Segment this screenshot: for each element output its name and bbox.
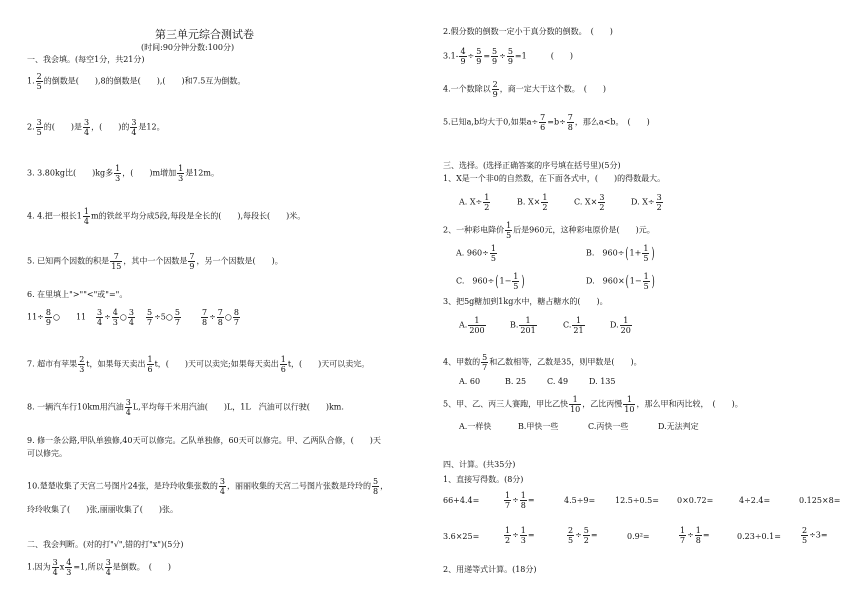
fill-question-9: 9. 修一条公路,甲队单独修,40天可以修完。乙队单独修，60天可以修完。甲、乙两队合修，( )天 — [27, 436, 381, 445]
compare-expression-3: $\frac{5}{7}$ ÷5○ $\frac{5}{7}$ — [147, 308, 180, 327]
choice-5-option-d: D.无法判定 — [658, 422, 699, 431]
compare-expression-4: $\frac{7}{8}$ ÷ $\frac{7}{8}$ ○ $\frac{8}{7}$ — [202, 308, 239, 327]
section-1-heading: 一、我会填。(每空1分，共21分) — [27, 55, 145, 64]
choice-5-option-c: C.丙快一些 — [588, 422, 629, 431]
compare-expression-1: 11÷ $\frac{8}{9}$ ○ 11 — [27, 308, 87, 327]
fill-question-5: 5. 已知两个因数的积是 $\frac{7}{15}$ ，其中一个因数是 $\frac{7}{9}$ ，另一个因数是( )。 — [27, 252, 283, 271]
calc-part-2-heading: 2、用递等式计算。(18分) — [443, 565, 537, 574]
fill-question-10: 10.楚楚收集了天宫二号图片24张，是玲玲收集张数的 $\frac{3}{4}$ ，丽丽收集的天宫二号图片张数是玲玲的 $\frac{5}{8}$ ， — [27, 477, 389, 496]
choice-2-option-c: C. 960÷(1− $\frac{1}{5}$ ) — [456, 272, 525, 291]
choice-question-2: 2、一种彩电降价 $\frac{1}{5}$ 后是960元，这种彩电原价是( )元。 — [443, 221, 655, 240]
choice-5-option-a: A.一样快 — [459, 422, 492, 431]
calc-item: 12.5÷0.5= — [615, 496, 659, 505]
calc-item: 0×0.72= — [677, 496, 714, 505]
judge-question-5: 5.已知a,b均大于0,如果a÷ $\frac{7}{6}$ =b÷ $\frac{7}{8}$ ，那么a<b。 ( ) — [443, 113, 650, 132]
fraction: $\frac{2}{5}$ — [36, 72, 42, 91]
calc-item: 0.125×8= — [799, 496, 841, 505]
fill-question-7: 7. 超市有苹果 $\frac{2}{3}$ t，如果每天卖出 $\frac{1}{6}$ t，( )天可以卖完;如果每天卖出 $\frac{1}{6}$ t，( )天可以卖完。 — [27, 355, 370, 374]
section-3-heading: 三、选择。(选择正确答案的序号填在括号里)(5分) — [443, 161, 621, 170]
calc-item: $\frac{1}{7}$ ÷ $\frac{1}{8}$ = — [680, 526, 710, 545]
fill-question-10-cont: 玲玲收集了( )张,丽丽收集了( )张。 — [27, 505, 179, 514]
choice-1-option-d: D. X÷ $\frac{3}{2}$ — [631, 193, 662, 212]
choice-3-option-d: D. $\frac{1}{20}$ — [610, 316, 631, 335]
calc-item: 0.9²= — [627, 532, 650, 541]
choice-3-option-b: B. $\frac{1}{201}$ — [510, 316, 536, 335]
fill-question-4: 4. 4.把一根长1 $\frac{1}{4}$ m的铁丝平均分成5段,每段是全长的( ),每段长( )米。 — [27, 207, 306, 226]
compare-expression-2: $\frac{3}{4}$ ÷ $\frac{4}{3}$ ○ $\frac{3}{4}$ — [97, 308, 134, 327]
exam-subtitle: (时间:90分钟分数:100分) — [141, 43, 235, 52]
choice-question-5: 5、甲、乙、丙三人赛跑，甲比乙快 $\frac{1}{10}$ ，乙比丙慢 $\frac{1}{10}$ ，那么甲和丙比较， ( )。 — [443, 395, 743, 414]
fill-question-3: 3. 3.80kg比( )kg多 $\frac{1}{3}$ ，( )m增加 $\frac{1}{3}$ 是12m。 — [27, 164, 219, 183]
fill-question-1: 1. $\frac{2}{5}$ 的倒数是( ),8的倒数是( ),( )和7.5互为倒数。 — [27, 72, 246, 91]
judge-question-4: 4.一个数除以 $\frac{2}{9}$ ，商一定大于这个数。 ( ) — [443, 80, 606, 99]
fill-question-2: 2. $\frac{3}{5}$ 的( )是 $\frac{3}{4}$ ，( )的 $\frac{3}{4}$ 是12。 — [27, 118, 165, 137]
choice-1-option-c: C. X× $\frac{3}{2}$ — [574, 193, 605, 212]
calc-item: 4.5÷9= — [564, 496, 596, 505]
calc-item: 0.23÷0.1= — [737, 532, 781, 541]
choice-4-option-b: B. 25 — [505, 377, 527, 386]
calc-item: 3.6×25= — [443, 532, 480, 541]
fill-question-9-cont: 可以修完。 — [27, 449, 67, 458]
choice-question-1: 1、X是一个非0的自然数，在下面各式中，( )的得数最大。 — [443, 174, 666, 183]
choice-2-option-d: D. 960×(1− $\frac{1}{5}$ ) — [586, 272, 655, 291]
judge-question-3: 3.1- $\frac{4}{9}$ ÷ $\frac{5}{9}$ = $\frac{5}{9}$ ÷ $\frac{5}{9}$ =1 ( ) — [443, 47, 573, 66]
choice-1-option-b: B. X× $\frac{1}{2}$ — [517, 193, 548, 212]
choice-1-option-a: A. X÷ $\frac{1}{2}$ — [459, 193, 490, 212]
choice-4-option-a: A. 60 — [459, 377, 481, 386]
choice-2-option-b: B. 960÷(1+ $\frac{1}{5}$ ) — [586, 244, 655, 263]
calc-item: $\frac{1}{2}$ ÷ $\frac{1}{3}$ = — [505, 526, 535, 545]
choice-3-option-c: C. $\frac{1}{21}$ — [563, 316, 584, 335]
calc-part-1-heading: 1、直接写得数。(8分) — [443, 475, 524, 484]
calc-item: $\frac{2}{5}$ ÷3= — [802, 526, 828, 545]
fill-question-8: 8. 一辆汽车行10km用汽油 $\frac{3}{4}$ L,平均每千米用汽油( )L，1L 汽油可以行驶( )km. — [27, 398, 344, 417]
choice-question-4: 4、甲数的 $\frac{5}{7}$ 和乙数相等，乙数是35，则甲数是( )。 — [443, 353, 642, 372]
section-2-heading: 二、我会判断。(对的打"√",错的打"x")(5分) — [27, 540, 184, 549]
section-4-heading: 四、计算。(共35分) — [443, 460, 516, 469]
choice-5-option-b: B.甲快一些 — [518, 422, 559, 431]
choice-question-3: 3、把5g糖加到1kg水中，糖占糖水的( )。 — [443, 297, 608, 306]
exam-title: 第三单元综合测试卷 — [155, 28, 254, 41]
calc-item: 66+4.4= — [443, 496, 480, 505]
choice-4-option-d: D. 135 — [589, 377, 616, 386]
choice-3-option-a: A. $\frac{1}{200}$ — [459, 316, 485, 335]
calc-item: $\frac{1}{7}$ ÷ $\frac{1}{8}$ = — [505, 491, 535, 510]
calc-item: $\frac{2}{5}$ ÷ $\frac{5}{2}$ = — [568, 526, 598, 545]
fill-question-6: 6. 在里填上">""<"或"="。 — [27, 290, 128, 299]
calc-item: 4÷2.4= — [739, 496, 771, 505]
judge-question-2: 2.假分数的倒数一定小于真分数的倒数。 ( ) — [443, 27, 613, 36]
choice-2-option-a: A. 960÷ $\frac{1}{5}$ — [456, 244, 496, 263]
choice-4-option-c: C. 49 — [547, 377, 569, 386]
judge-question-1: 1.因为 $\frac{3}{4}$ x $\frac{4}{3}$ =1,所以 $\frac{3}{4}$ 是倒数。 ( ) — [27, 558, 172, 577]
